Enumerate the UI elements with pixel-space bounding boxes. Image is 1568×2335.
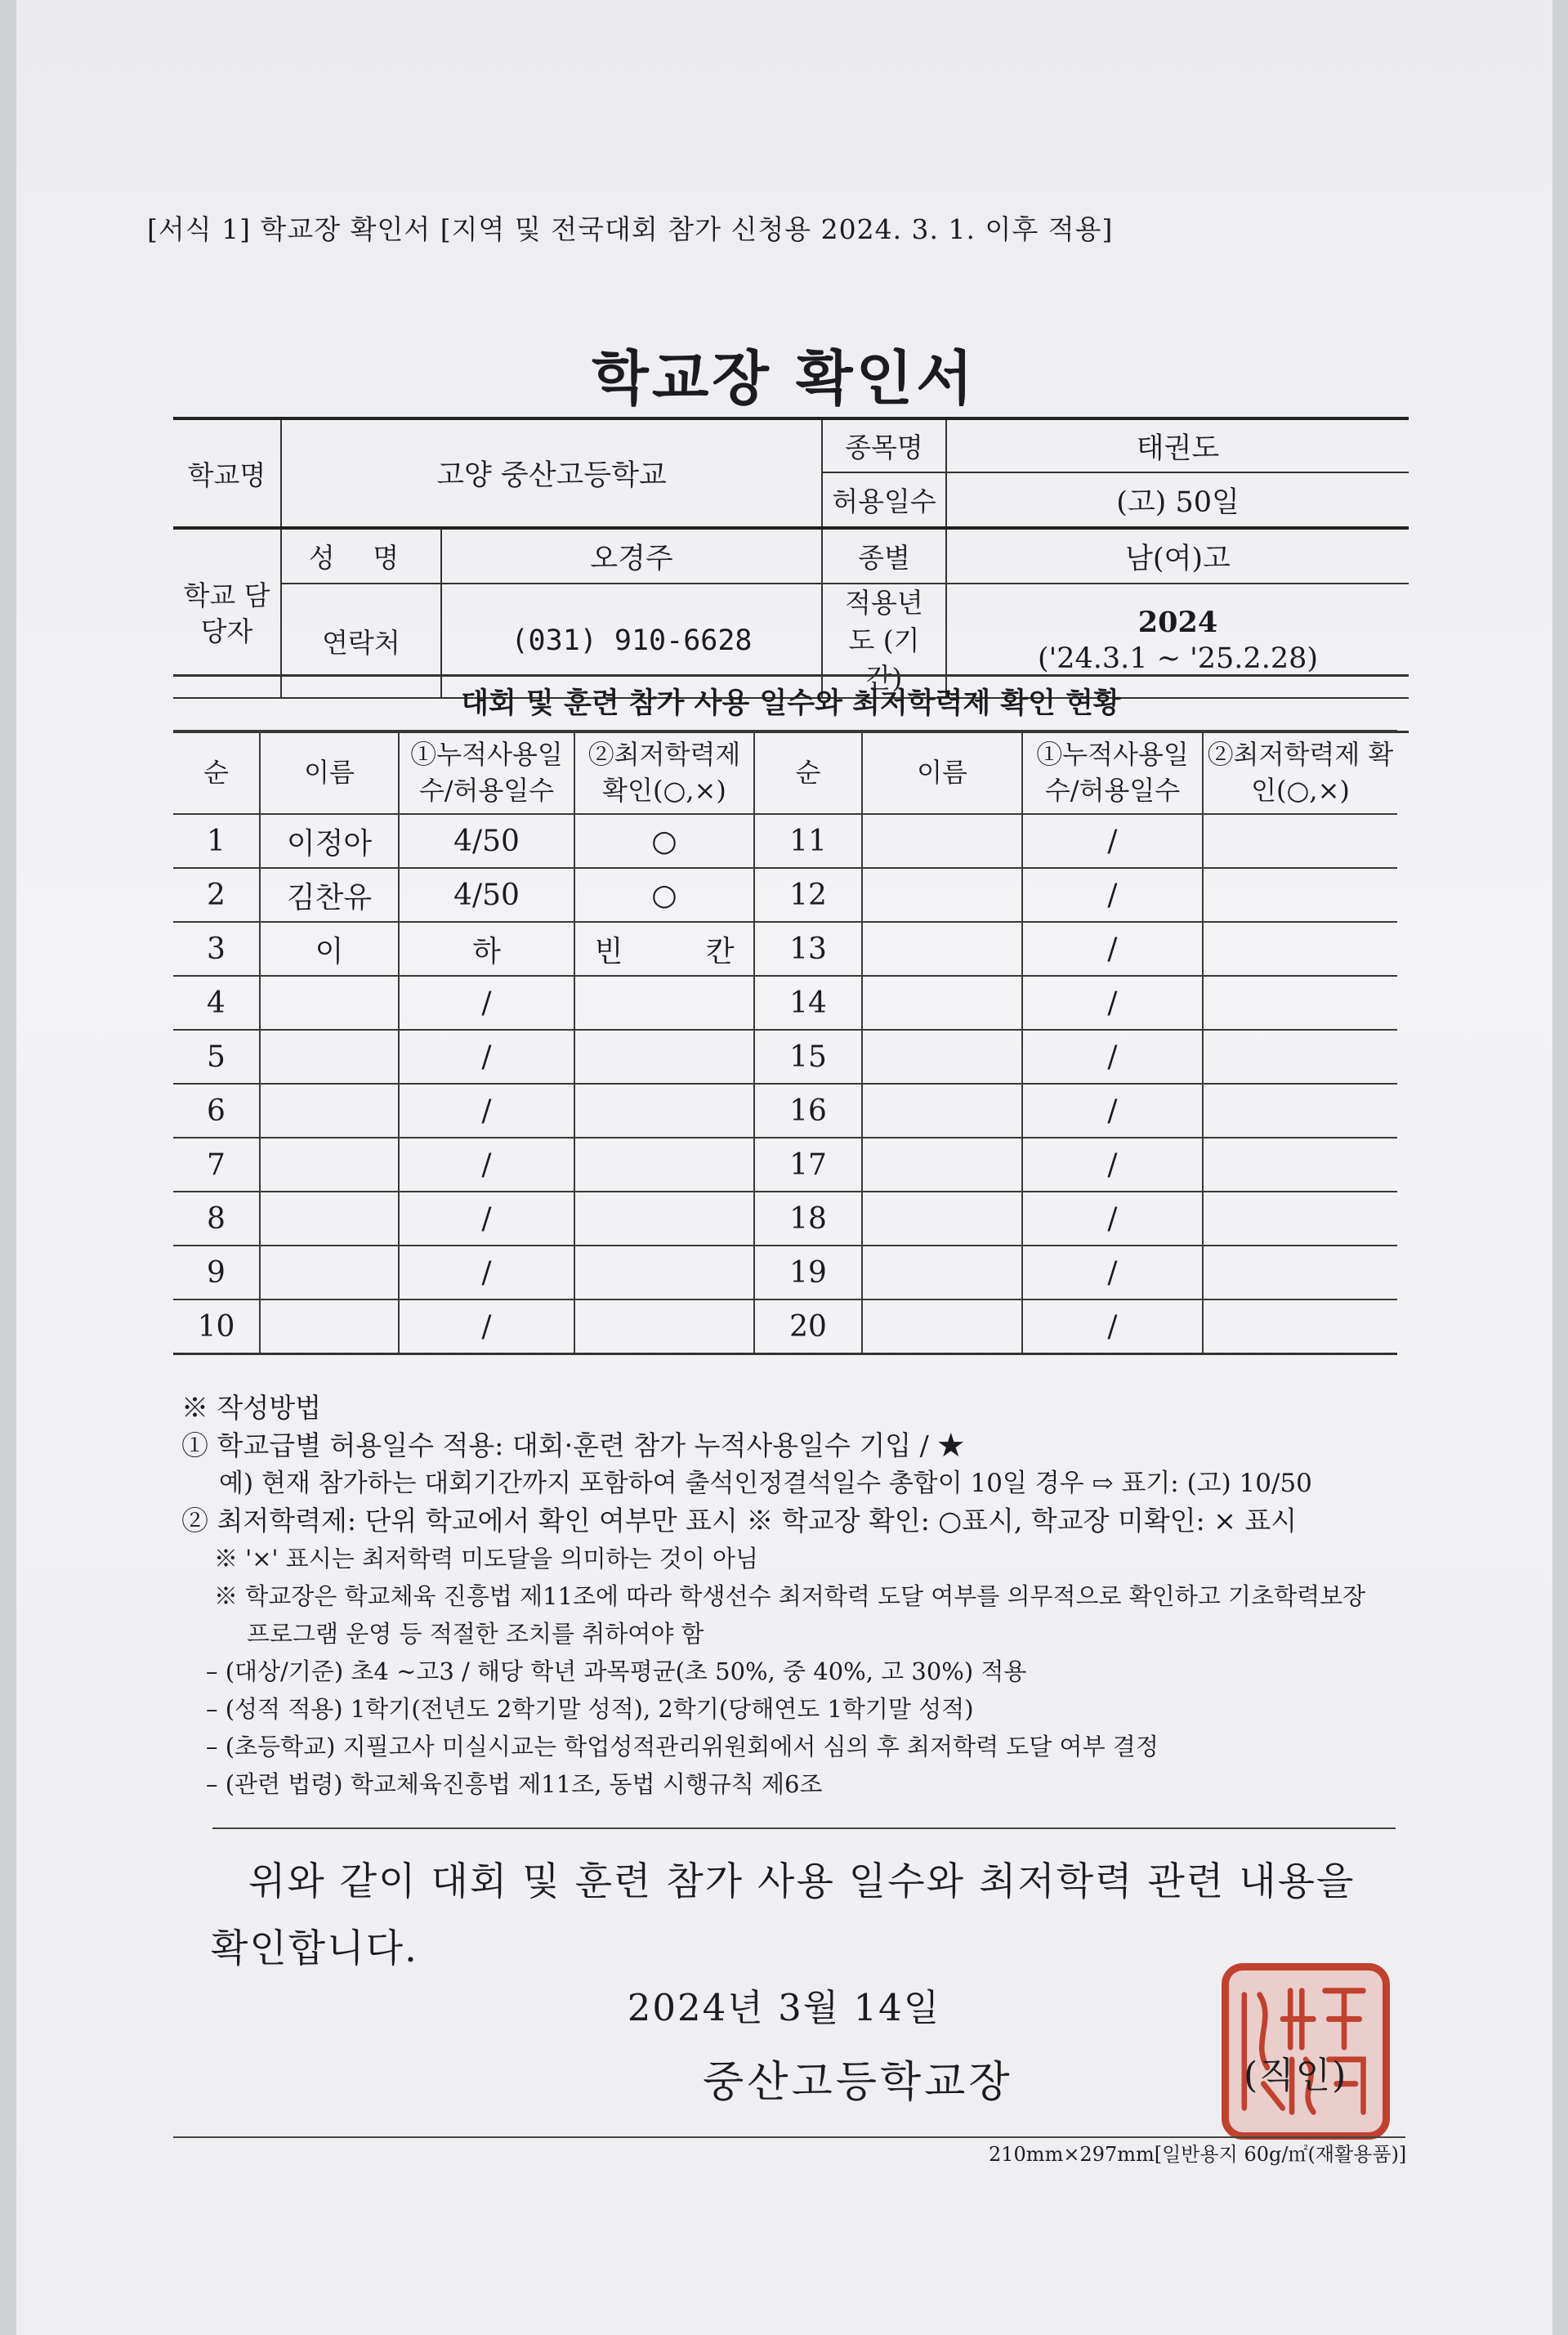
row-check: [574, 1138, 754, 1192]
row-check: [574, 1192, 754, 1246]
document-date: 2024년 3월 14일: [627, 1986, 941, 2029]
school-info-table: [173, 417, 1409, 699]
sport-label: 종목명: [822, 418, 946, 472]
row-days: /: [399, 1299, 574, 1354]
manager-name-label: 성 명: [281, 528, 441, 584]
row-name: [260, 1084, 399, 1138]
row-name: [862, 1299, 1022, 1354]
contact-value: (031) 910-6628: [441, 584, 822, 698]
manager-label: 학교 담당자: [173, 528, 281, 698]
row-days: /: [1022, 1084, 1203, 1138]
row-check: [1203, 1299, 1397, 1354]
row-no: 9: [173, 1246, 260, 1299]
row-no: 6: [173, 1084, 260, 1138]
instruction-item-2: ② 최저학력제: 단위 학교에서 확인 여부만 표시 ※ 학교장 확인: ○표시, 학교장 미확인: × 표시: [181, 1505, 1298, 1537]
signer-title: 중산고등학교장: [703, 2058, 1013, 2107]
page-title: 학교장 확인서: [592, 343, 976, 413]
instruction-item-1: ① 학교급별 허용일수 적용: 대회·훈련 참가 누적사용일수 기입 / ★: [181, 1429, 965, 1461]
row-no: 17: [754, 1138, 862, 1192]
row-days: 하: [399, 922, 574, 976]
header-days: ①누적사용일수/허용일수: [1022, 731, 1203, 814]
attendance-header-row: [173, 731, 1397, 814]
table-row: [173, 1138, 1397, 1192]
category-label: 종별: [822, 528, 946, 584]
row-no: 10: [173, 1299, 260, 1354]
row-check: [1203, 814, 1397, 868]
instruction-dash-3: – (초등학교) 지필고사 미실시교는 학업성적관리위원회에서 심의 후 최저학력 도달 여부 결정: [206, 1733, 1159, 1760]
row-days: /: [1022, 814, 1203, 868]
header-no: 순: [173, 731, 260, 814]
row-check: ○: [574, 814, 754, 868]
row-check: [1203, 1246, 1397, 1299]
row-name: [260, 976, 399, 1030]
row-days: /: [1022, 1246, 1203, 1299]
table-row: [173, 868, 1397, 922]
manager-name-value: 오경주: [441, 528, 822, 584]
row-check: [1203, 976, 1397, 1030]
header-no: 순: [754, 731, 862, 814]
table-row: [173, 976, 1397, 1030]
school-name-label: 학교명: [173, 418, 281, 528]
allowed-days-label: 허용일수: [822, 472, 946, 528]
row-days: 4/50: [399, 814, 574, 868]
row-name: [260, 1299, 399, 1354]
row-days: /: [1022, 1030, 1203, 1084]
category-value: 남(여)고: [946, 528, 1409, 584]
row-no: 7: [173, 1138, 260, 1192]
row-days: /: [399, 1030, 574, 1084]
row-no: 19: [754, 1246, 862, 1299]
row-days: /: [399, 1084, 574, 1138]
row-name: [862, 1246, 1022, 1299]
instruction-dash-2: – (성적 적용) 1학기(전년도 2학기말 성적), 2학기(당해연도 1학기말 성적): [206, 1695, 974, 1723]
row-days: 4/50: [399, 868, 574, 922]
instructions-heading: ※ 작성방법: [181, 1392, 322, 1424]
row-check: [1203, 1192, 1397, 1246]
row-no: 8: [173, 1192, 260, 1246]
row-name: [862, 814, 1022, 868]
row-days: /: [399, 976, 574, 1030]
row-no: 15: [754, 1030, 862, 1084]
allowed-days-value: (고) 50일: [946, 472, 1409, 528]
row-days: /: [1022, 868, 1203, 922]
row-check: [1203, 1084, 1397, 1138]
confirmation-text: 위와 같이 대회 및 훈련 참가 사용 일수와 최저학력 관련 내용을 확인합니다.: [211, 1859, 1356, 1971]
year-value: 2024: [1137, 606, 1218, 639]
table-row: [173, 1084, 1397, 1138]
row-check: [574, 1084, 754, 1138]
table-row: [173, 1246, 1397, 1299]
row-name: 이: [260, 922, 399, 976]
table-row: [173, 1192, 1397, 1246]
row-name: [260, 1246, 399, 1299]
row-days: /: [1022, 976, 1203, 1030]
instruction-note-2-cont: 프로그램 운영 등 적절한 조치를 취하여야 함: [247, 1620, 704, 1648]
header-min-academic: ②최저학력제 확인(○,×): [574, 731, 754, 814]
row-name: 이정아: [260, 814, 399, 868]
table-row: [173, 1299, 1397, 1354]
row-check: [574, 1299, 754, 1354]
instruction-dash-4: – (관련 법령) 학교체육진흥법 제11조, 동법 시행규칙 제6조: [206, 1770, 823, 1798]
seal-mark: (직인): [1244, 2055, 1348, 2096]
row-check: [1203, 922, 1397, 976]
row-check: [1203, 1030, 1397, 1084]
row-name: [862, 976, 1022, 1030]
row-days: /: [399, 1138, 574, 1192]
row-no: 14: [754, 976, 862, 1030]
row-no: 11: [754, 814, 862, 868]
row-no: 5: [173, 1030, 260, 1084]
row-name: [862, 1030, 1022, 1084]
table-row: [173, 814, 1397, 868]
table-row: [173, 1030, 1397, 1084]
row-name: [260, 1030, 399, 1084]
table-row: [173, 922, 1397, 976]
contact-label: 연락처: [281, 584, 441, 698]
instructions: [181, 1389, 1456, 1803]
row-check: [1203, 1138, 1397, 1192]
row-name: [862, 1138, 1022, 1192]
sport-value: 태권도: [946, 418, 1409, 472]
row-check: [1203, 868, 1397, 922]
row-check: ○: [574, 868, 754, 922]
row-name: [862, 1084, 1022, 1138]
period-value: ('24.3.1 ~ '25.2.28): [1037, 642, 1319, 675]
row-days: /: [1022, 922, 1203, 976]
row-days: /: [1022, 1138, 1203, 1192]
instruction-dash-1: – (대상/기준) 초4 ~고3 / 해당 학년 과목평균(초 50%, 중 40%, 고 30%) 적용: [206, 1657, 1027, 1685]
row-name: [260, 1138, 399, 1192]
row-no: 13: [754, 922, 862, 976]
row-name: [862, 868, 1022, 922]
row-name: [260, 1192, 399, 1246]
header-name: 이름: [862, 731, 1022, 814]
row-days: /: [1022, 1299, 1203, 1354]
row-no: 3: [173, 922, 260, 976]
attendance-table: [173, 730, 1397, 1355]
row-name: 김찬유: [260, 868, 399, 922]
row-days: /: [399, 1192, 574, 1246]
row-no: 16: [754, 1084, 862, 1138]
section-title: 대회 및 훈련 참가 사용 일수와 최저학력제 확인 현황: [173, 674, 1409, 733]
divider: [212, 1827, 1396, 1829]
row-name: [862, 922, 1022, 976]
row-no: 1: [173, 814, 260, 868]
row-name: [862, 1192, 1022, 1246]
row-days: /: [399, 1246, 574, 1299]
instruction-item-1-example: 예) 현재 참가하는 대회기간까지 포함하여 출석인정결석일수 총합이 10일 경우 ⇨ 표기: (고) 10/50: [219, 1469, 1312, 1498]
paper-size-note: 210mm×297mm[일반용지 60g/㎡(재활용품)]: [989, 2143, 1407, 2166]
year-label: 적용년도 (기간): [822, 584, 946, 698]
row-no: 20: [754, 1299, 862, 1354]
row-check: [574, 1030, 754, 1084]
instruction-note-2: ※ 학교장은 학교체육 진흥법 제11조에 따라 학생선수 최저학력 도달 여부를 의무적으로 확인하고 기초학력보장: [214, 1582, 1366, 1610]
row-check: [574, 976, 754, 1030]
row-no: 18: [754, 1192, 862, 1246]
header-min-academic: ②최저학력제 확인(○,×): [1203, 731, 1397, 814]
row-days: /: [1022, 1192, 1203, 1246]
row-no: 2: [173, 868, 260, 922]
header-name: 이름: [260, 731, 399, 814]
row-check: [574, 1246, 754, 1299]
school-name-value: 고양 중산고등학교: [281, 418, 822, 528]
row-no: 4: [173, 976, 260, 1030]
form-header-note: [서식 1] 학교장 확인서 [지역 및 전국대회 참가 신청용 2024. 3. 1. 이후 적용]: [147, 213, 1114, 245]
instruction-note-1: ※ '×' 표시는 최저학력 미도달을 의미하는 것이 아님: [214, 1545, 759, 1572]
row-no: 12: [754, 868, 862, 922]
row-check: 빈 칸: [574, 922, 754, 976]
header-days: ①누적사용일수/허용일수: [399, 731, 574, 814]
